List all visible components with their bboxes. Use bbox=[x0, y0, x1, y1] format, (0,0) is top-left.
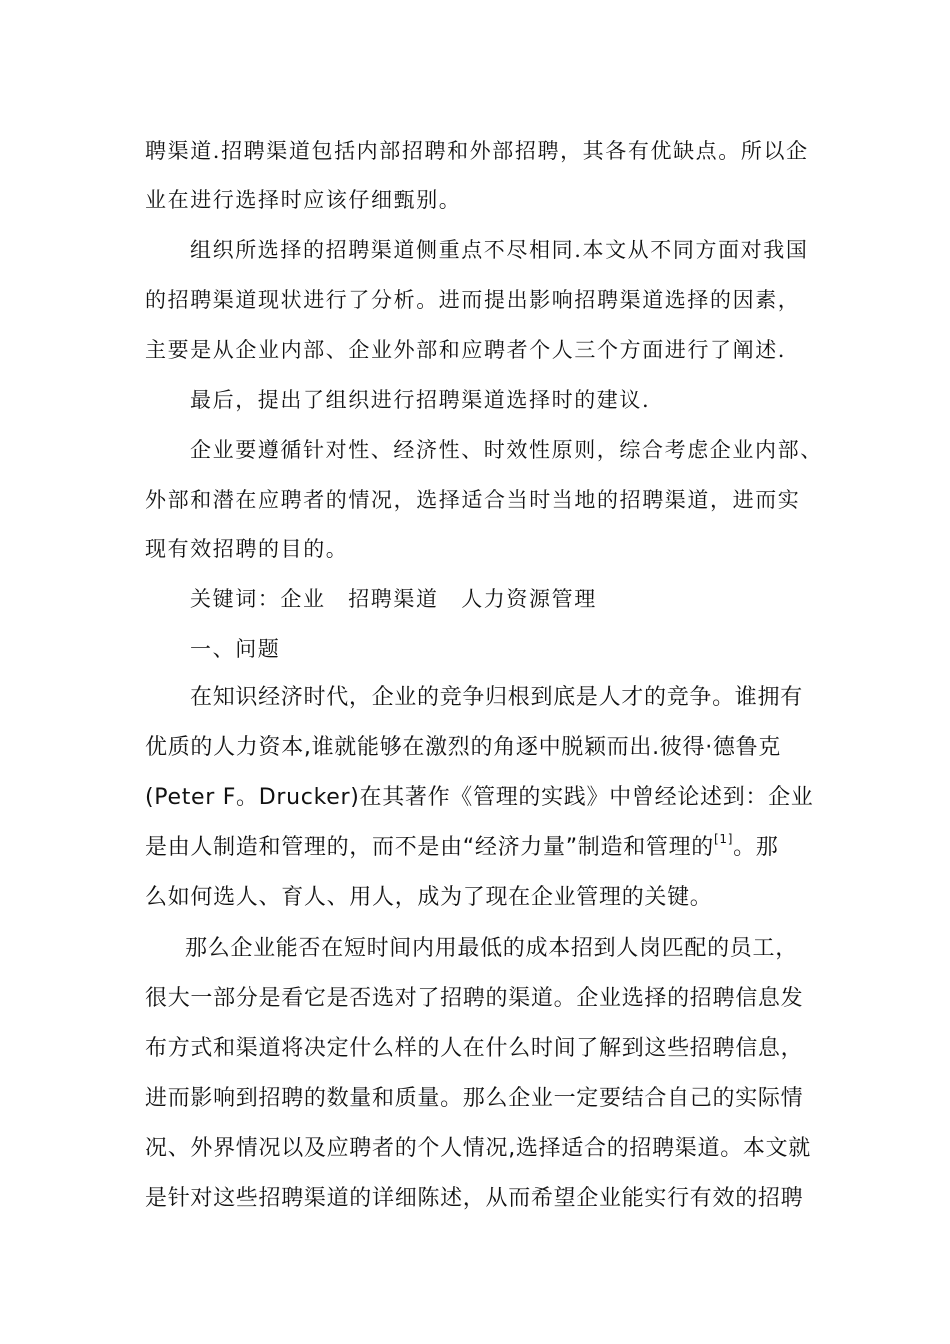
section-heading: 一、问题 bbox=[190, 637, 281, 661]
paragraph-line: 在知识经济时代，企业的竞争归根到底是人才的竞争。谁拥有 bbox=[190, 685, 803, 710]
citation-reference[interactable]: [1] bbox=[714, 832, 734, 846]
paragraph-line: 的招聘渠道现状进行了分析。进而提出影响招聘渠道选择的因素， bbox=[145, 288, 801, 312]
paragraph-line bbox=[145, 832, 779, 860]
paragraph-line: 是针对这些招聘渠道的详细陈述，从而希望企业能实行有效的招聘 bbox=[145, 1186, 804, 1211]
paragraph-line: 外部和潜在应聘者的情况，选择适合当时当地的招聘渠道，进而实 bbox=[145, 488, 801, 512]
paragraph-line: 企业要遵循针对性、经济性、时效性原则，综合考虑企业内部、 bbox=[190, 438, 823, 462]
paragraph-line: 聘渠道.招聘渠道包括内部招聘和外部招聘，其各有优缺点。所以企 bbox=[145, 139, 809, 163]
paragraph-line: 布方式和渠道将决定什么样的人在什么时间了解到这些招聘信息， bbox=[145, 1036, 804, 1061]
paragraph-line: 主要是从企业内部、企业外部和应聘者个人三个方面进行了阐述. bbox=[145, 338, 787, 362]
paragraph-line: 那么企业能否在短时间内用最低的成本招到人岗匹配的员工， bbox=[185, 936, 798, 961]
paragraph-line: 进而影响到招聘的数量和质量。那么企业一定要结合自己的实际情 bbox=[145, 1086, 804, 1111]
paragraph-line: 现有效招聘的目的。 bbox=[145, 537, 349, 561]
paragraph-line: 很大一部分是看它是否选对了招聘的渠道。企业选择的招聘信息发 bbox=[145, 986, 804, 1011]
paragraph-line: 么如何选人、育人、用人，成为了现在企业管理的关键。 bbox=[145, 885, 713, 910]
paragraph-line: 业在进行选择时应该仔细甄别。 bbox=[145, 188, 462, 212]
paragraph-line: 况、外界情况以及应聘者的个人情况,选择适合的招聘渠道。本文就 bbox=[145, 1136, 811, 1161]
paragraph-text: 。那 bbox=[733, 835, 779, 860]
keywords-line: 关键词：企业 招聘渠道 人力资源管理 bbox=[190, 587, 597, 611]
paragraph-text: 是由人制造和管理的，而不是由“经济力量”制造和管理的 bbox=[145, 835, 714, 860]
paragraph-line: 组织所选择的招聘渠道侧重点不尽相同.本文从不同方面对我国 bbox=[190, 238, 809, 262]
paragraph-line: 优质的人力资本,谁就能够在激烈的角逐中脱颖而出.彼得·德鲁克 bbox=[145, 735, 781, 760]
paragraph-line: (Peter F。Drucker)在其著作《管理的实践》中曾经论述到：企业 bbox=[145, 785, 814, 810]
paragraph-line: 最后，提出了组织进行招聘渠道选择时的建议. bbox=[190, 388, 651, 412]
